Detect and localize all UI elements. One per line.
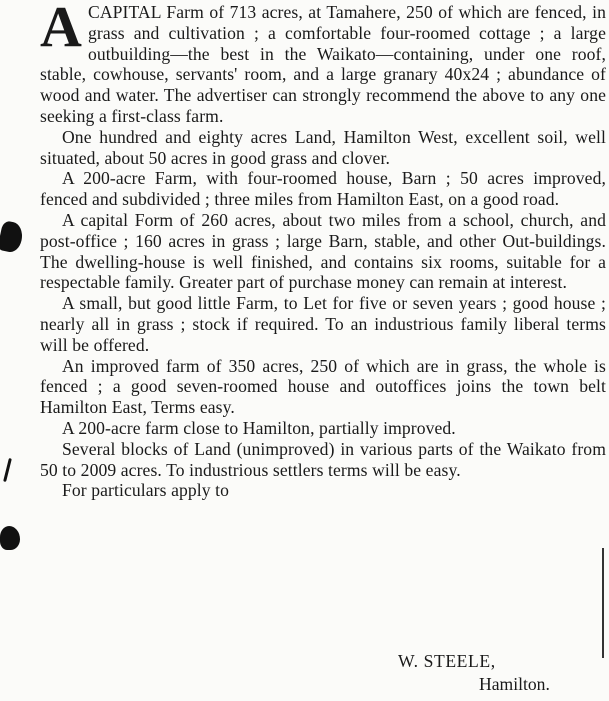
signature-place: Hamilton. <box>479 674 550 694</box>
ink-stroke-mark <box>3 458 12 482</box>
column-edge-line <box>602 548 604 658</box>
ad-paragraph-small-farm: A small, but good little Farm, to Let for five or seven years ; good house ; nearly all in grass ; stock if required. To an industrious family liberal terms will be offered. <box>40 293 606 355</box>
ad-paragraph-land-blocks: Several blocks of Land (unimproved) in various parts of the Waikato from 50 to 2009 acres. To industrious settlers terms will be easy. <box>40 438 606 480</box>
ad-paragraph-350-acre-farm: An improved farm of 350 acres, 250 of which are in grass, the whole is fenced ; a good seven-roomed house and outoffices joins the town belt Hamilton East, Terms easy. <box>40 355 606 418</box>
drop-cap-letter: A <box>40 0 82 59</box>
ink-blot-mark <box>0 220 25 254</box>
ad-paragraph-200-acre-farm: A 200-acre Farm, with four-roomed house, Barn ; 50 acres improved, fenced and subdivided ; three miles from Hamilton East, on a good road. <box>40 168 606 210</box>
paragraph-text: CAPITAL Farm of 713 acres, at Tamahere, 250 of which are fenced, in grass and cultivation ; a comfortable four-roomed cottage ; a large outbuilding—the best in the Waikato—containing, under one roof, stable, cowhouse, servants' room, and a large granary 40x24 ; abundance of wood and water. The advertiser can strongly recommend the above to any one seeking a first-class farm. <box>40 2 606 126</box>
ad-paragraph-hamilton-west: One hundred and eighty acres Land, Hamilton West, excellent soil, well situated, about 50 acres in good grass and clover. <box>40 126 606 168</box>
farm-advertisement <box>40 2 606 501</box>
ad-paragraph-260-acre-farm: A capital Form of 260 acres, about two miles from a school, church, and post-office ; 160 acres in grass ; large Barn, stable, and other Out-buildings. The dwelling-house is well finished, and contains six rooms, suitable for a respectable family. Greater part of purchase money can remain at interest. <box>40 209 606 293</box>
ad-paragraph-farm-near-hamilton: A 200-acre farm close to Hamilton, partially improved. <box>62 417 456 438</box>
signature-name: W. STEELE, <box>398 651 496 671</box>
ad-paragraph-contact: For particulars apply to <box>62 480 230 501</box>
ink-blot-mark <box>0 526 20 550</box>
ad-paragraph-tamahere-farm <box>40 2 606 127</box>
